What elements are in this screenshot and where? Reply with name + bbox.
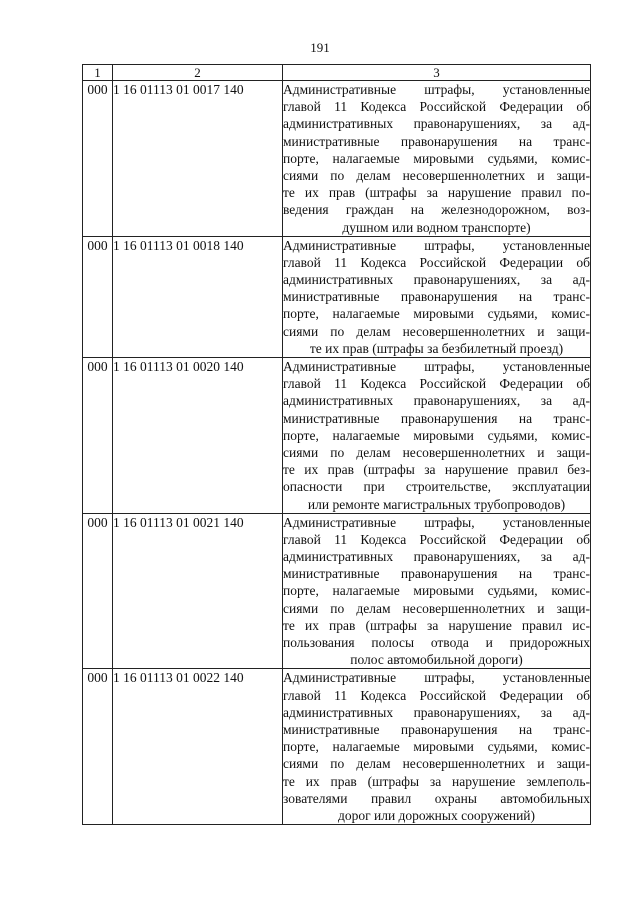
description-line: сиями по делам несовершеннолетних и защи- [283, 600, 590, 616]
table-row [83, 236, 591, 357]
table-row [83, 358, 591, 514]
budget-classification-code-cell: 1 16 01113 01 0022 140 [113, 669, 283, 825]
admin-code-cell: 000 [83, 81, 113, 237]
budget-classification-code-cell: 1 16 01113 01 0018 140 [113, 236, 283, 357]
admin-code-cell: 000 [83, 358, 113, 514]
description-line: или ремонте магистральных трубопроводов) [307, 496, 566, 512]
page-number: 191 [310, 40, 330, 55]
description-line: министративные правонарушения на транс- [283, 566, 590, 582]
description-line: ведения граждан на железнодорожном, воз- [283, 202, 590, 218]
table-body [83, 81, 591, 825]
description-line: те их прав (штрафы за нарушение правил ис- [283, 617, 590, 633]
description-line: министративные правонарушения на транс- [283, 410, 590, 426]
description-line: Административные штрафы, установленные [283, 237, 590, 253]
description-line: сиями по делам несовершеннолетних и защи- [283, 167, 590, 183]
description-cell [283, 81, 591, 237]
table-row [83, 513, 591, 669]
description-line: административных правонарушениях, за ад- [283, 704, 590, 720]
description-line: дорог или дорожных сооружений) [337, 807, 536, 823]
description-cell [283, 513, 591, 669]
description-line: сиями по делам несовершеннолетних и защи- [283, 323, 590, 339]
description-line: порте, налагаемые мировыми судьями, комис- [283, 583, 590, 599]
description-line: душном или водном транспорте) [342, 219, 531, 235]
description-cell [283, 358, 591, 514]
description-line: те их прав (штрафы за безбилетный проезд) [309, 340, 564, 356]
table-row [83, 669, 591, 825]
description-line: пользования полосы отвода и придорожных [283, 635, 590, 650]
description-line: полос автомобильной дороги) [350, 652, 523, 668]
table-row [83, 81, 591, 237]
admin-code-cell: 000 [83, 669, 113, 825]
description-line: сиями по делам несовершеннолетних и защи- [283, 756, 590, 772]
description-line: порте, налагаемые мировыми судьями, комис- [283, 306, 590, 322]
budget-codes-table [82, 64, 591, 825]
description-line: Административные штрафы, установленные [283, 514, 590, 530]
description-line: административных правонарушениях, за ад- [283, 549, 590, 565]
description-line: сиями по делам несовершеннолетних и защи- [283, 444, 590, 460]
description-line: те их прав (штрафы за нарушение правил без- [283, 462, 590, 478]
description-line: главой 11 Кодекса Российской Федерации об [283, 376, 590, 392]
description-line: те их прав (штрафы за нарушение правил по- [283, 185, 590, 201]
description-line: административных правонарушениях, за ад- [283, 272, 590, 288]
description-line: порте, налагаемые мировыми судьями, комис- [283, 739, 590, 755]
budget-classification-code-cell: 1 16 01113 01 0021 140 [113, 513, 283, 669]
description-line: опасности при строительстве, эксплуатации [283, 479, 590, 495]
description-line: те их прав (штрафы за нарушение землеполь- [283, 773, 590, 789]
description-line: министративные правонарушения на транс- [283, 721, 590, 737]
description-line: главой 11 Кодекса Российской Федерации об [283, 687, 590, 703]
description-cell [283, 236, 591, 357]
description-line: министративные правонарушения на транс- [283, 289, 590, 305]
column-header-2: 2 [113, 65, 283, 81]
column-header-3: 3 [283, 65, 591, 81]
description-line: административных правонарушениях, за ад- [283, 393, 590, 409]
description-line: министративные правонарушения на транс- [283, 133, 590, 149]
admin-code-cell: 000 [83, 513, 113, 669]
budget-classification-code-cell: 1 16 01113 01 0017 140 [113, 81, 283, 237]
description-line: главой 11 Кодекса Российской Федерации об [283, 99, 590, 115]
description-line: главой 11 Кодекса Российской Федерации об [283, 254, 590, 270]
description-line: зователями правил охраны автомобильных [283, 790, 590, 806]
table-header-row [83, 65, 591, 81]
description-cell [283, 669, 591, 825]
description-line: Административные штрафы, установленные [283, 82, 590, 97]
description-line: Административные штрафы, установленные [283, 359, 590, 374]
description-line: административных правонарушениях, за ад- [283, 116, 590, 132]
description-line: Административные штрафы, установленные [283, 670, 590, 686]
description-line: порте, налагаемые мировыми судьями, комис- [283, 150, 590, 166]
column-header-1: 1 [83, 65, 113, 81]
description-line: главой 11 Кодекса Российской Федерации об [283, 531, 590, 547]
admin-code-cell: 000 [83, 236, 113, 357]
budget-classification-code-cell: 1 16 01113 01 0020 140 [113, 358, 283, 514]
description-line: порте, налагаемые мировыми судьями, комис- [283, 427, 590, 443]
